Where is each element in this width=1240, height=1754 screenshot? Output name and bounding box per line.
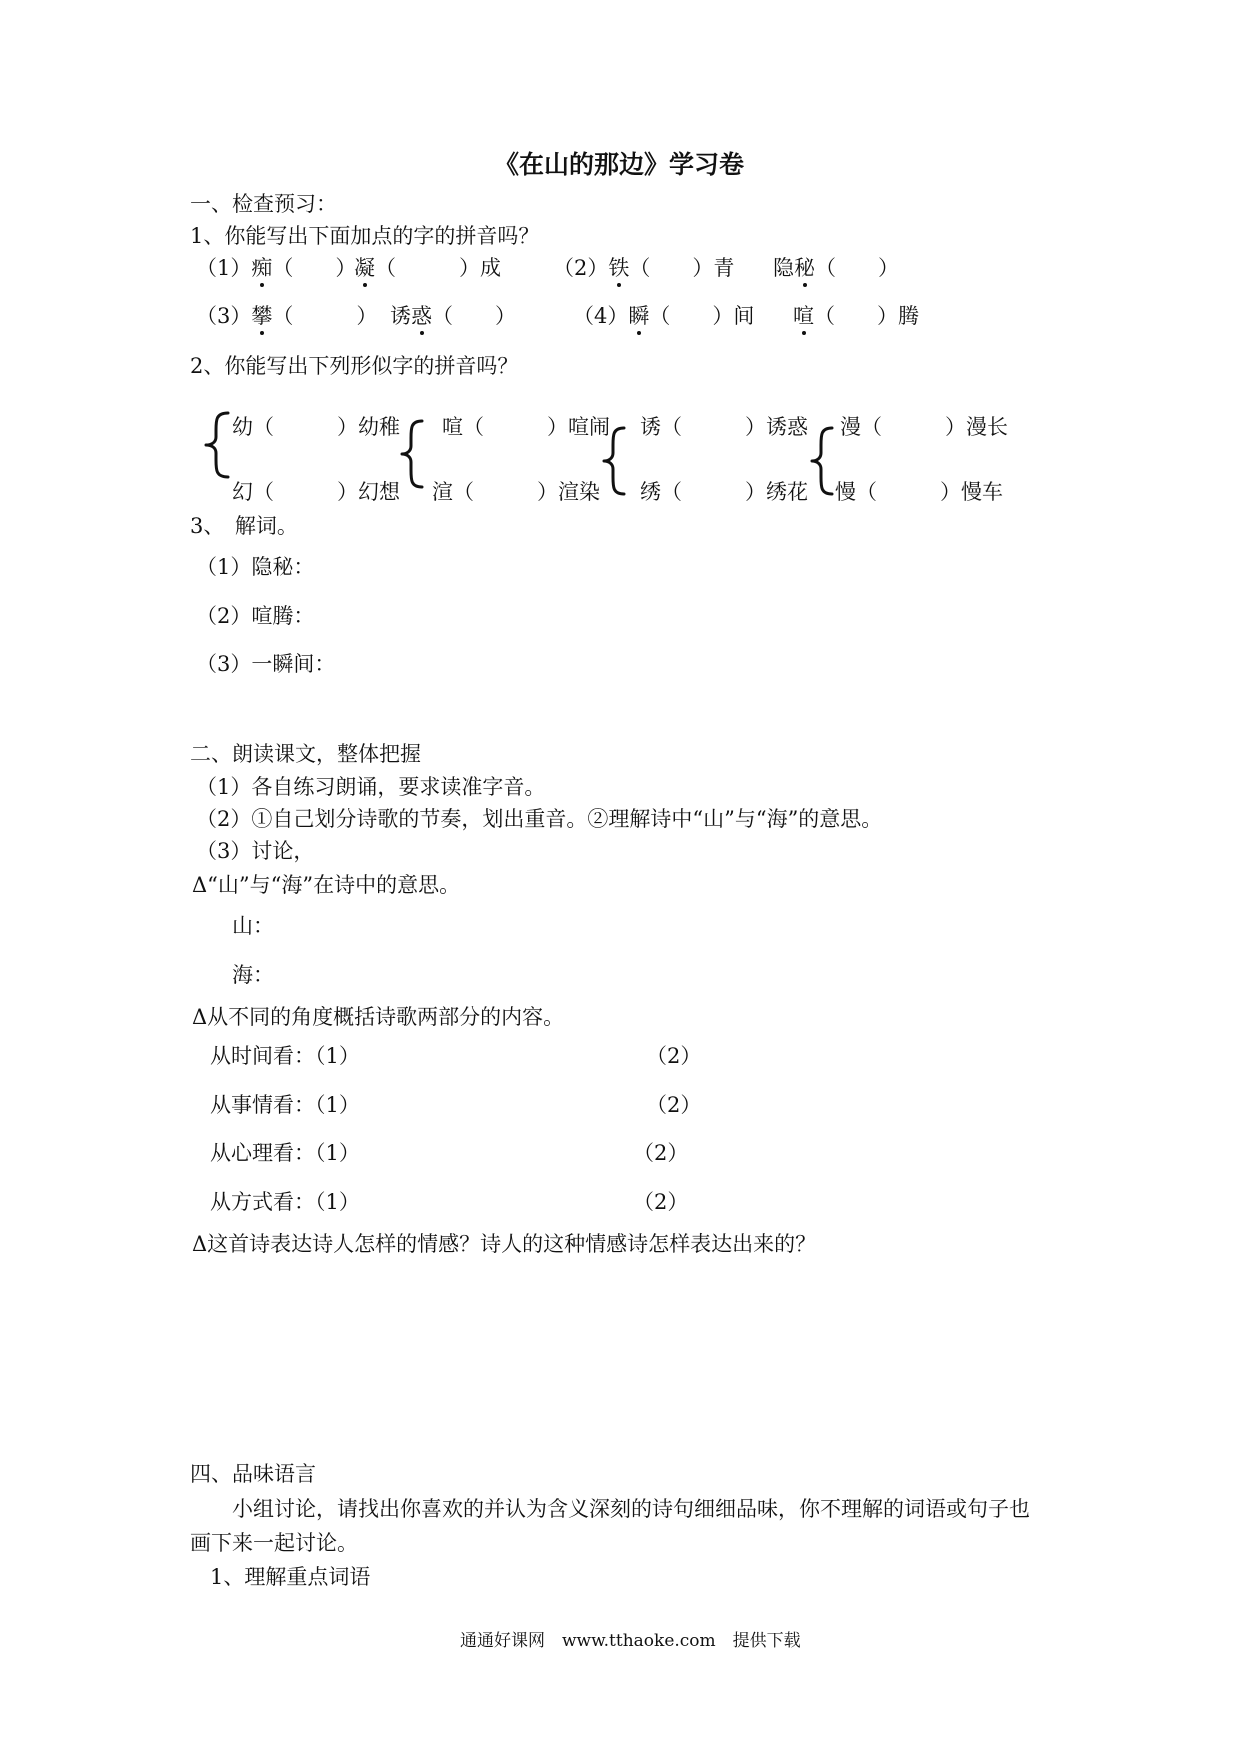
dotted-character: 凝	[354, 256, 375, 280]
question-2-prompt: 2、你能写出下列形似字的拼音吗？	[190, 354, 519, 378]
pinyin-item: 喧（ ）腾	[793, 304, 919, 328]
instruction-line: （1）各自练习朗诵，要求读准字音。	[196, 775, 546, 799]
similar-char-pair-top: 漫（ ）漫长	[840, 415, 1008, 439]
angle-label: 从方式看：（1）	[210, 1190, 360, 1214]
pinyin-item: 隐秘（ ）	[773, 256, 899, 280]
question-3-prompt: 3、 解词。	[190, 514, 298, 538]
angle-part-two: （2）	[633, 1190, 689, 1214]
dotted-character: 瞬	[628, 304, 650, 328]
pinyin-item: （4）瞬（ ）间	[573, 304, 755, 328]
discussion-point: Δ“山”与“海”在诗中的意思。	[192, 873, 461, 897]
left-brace-icon	[808, 425, 836, 497]
left-brace-icon	[398, 418, 426, 490]
mountain-meaning-label: 山：	[232, 914, 274, 938]
dotted-character: 惑	[411, 304, 432, 328]
angle-part-two: （2）	[646, 1093, 702, 1117]
definition-item: （3）一瞬间：	[196, 652, 336, 676]
angle-label: 从心理看：（1）	[210, 1141, 360, 1165]
similar-char-pair-bottom: 慢（ ）慢车	[835, 480, 1003, 504]
definition-item: （2）喧腾：	[196, 604, 315, 628]
footer-source: 通通好课网 www.tthaoke.com 提供下载	[460, 1631, 801, 1651]
pinyin-item: 凝（ ）成	[354, 256, 501, 280]
pinyin-item: （2）铁（ ）青	[553, 256, 735, 280]
similar-char-pair-bottom: 渲（ ）渲染	[432, 480, 600, 504]
section-2-heading: 二、朗读课文，整体把握	[190, 742, 421, 766]
dotted-character: 铁	[608, 256, 630, 280]
similar-char-pair-top: 幼（ ）幼稚	[232, 415, 400, 439]
instruction-line: （2）①自己划分诗歌的节奏，划出重音。②理解诗中“山”与“海”的意思。	[196, 807, 883, 831]
left-brace-icon	[202, 410, 232, 480]
pinyin-item: （1）痴（ ）	[196, 256, 357, 280]
similar-char-pair-top: 喧（ ）喧闹	[442, 415, 610, 439]
question-1-prompt: 1、你能写出下面加点的字的拼音吗？	[190, 224, 540, 248]
dotted-character: 秘	[794, 256, 815, 280]
dotted-character: 喧	[793, 304, 814, 328]
section-1-heading: 一、检查预习：	[190, 192, 337, 216]
dotted-character: 痴	[251, 256, 273, 280]
pinyin-item: 诱惑（ ）	[390, 304, 516, 328]
section-4-paragraph: 画下来一起讨论。	[190, 1531, 358, 1555]
similar-char-pair-bottom: 幻（ ）幻想	[232, 480, 400, 504]
angle-label: 从时间看：（1）	[210, 1044, 360, 1068]
angle-label: 从事情看：（1）	[210, 1093, 360, 1117]
section-4-item: 1、理解重点词语	[210, 1565, 371, 1589]
instruction-line: （3）讨论，	[196, 839, 315, 863]
section-4-paragraph: 小组讨论，请找出你喜欢的并认为含义深刻的诗句细细品味，你不理解的词语或句子也	[232, 1497, 1030, 1521]
discussion-point: Δ这首诗表达诗人怎样的情感？诗人的这种情感诗怎样表达出来的？	[192, 1232, 817, 1256]
sea-meaning-label: 海：	[232, 963, 274, 987]
angle-part-two: （2）	[633, 1141, 689, 1165]
dotted-character: 攀	[251, 304, 273, 328]
similar-char-pair-top: 诱（ ）诱惑	[640, 415, 808, 439]
definition-item: （1）隐秘：	[196, 555, 315, 579]
angle-part-two: （2）	[646, 1044, 702, 1068]
section-4-heading: 四、品味语言	[190, 1462, 316, 1486]
similar-char-pair-bottom: 绣（ ）绣花	[640, 480, 808, 504]
page-title: 《在山的那边》学习卷	[494, 150, 745, 179]
discussion-point: Δ从不同的角度概括诗歌两部分的内容。	[192, 1005, 565, 1029]
pinyin-item: （3）攀（ ）	[196, 304, 378, 328]
